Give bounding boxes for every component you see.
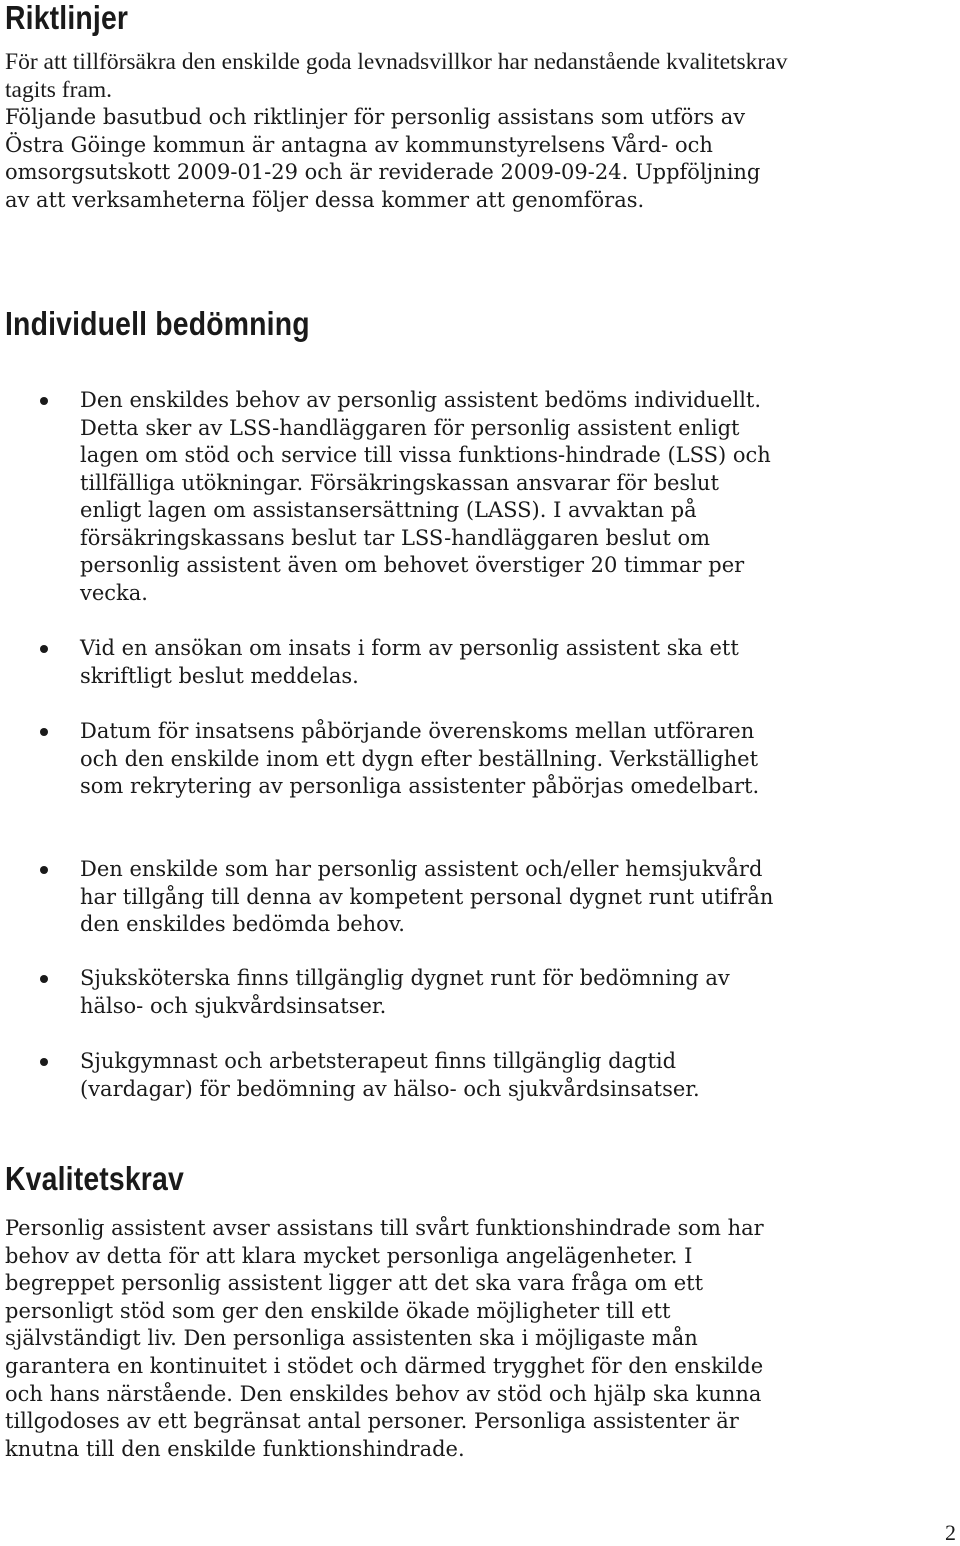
page-number: 2 (945, 1520, 956, 1545)
bullet-dot-icon (40, 975, 48, 983)
bullet-dot-icon (40, 728, 48, 736)
bullet-dot-icon (40, 645, 48, 653)
intro-paragraph-part1: För att tillförsäkra den enskilde goda levnadsvillkor har nedanstående kvalitetskrav tagits fram. (5, 49, 788, 103)
kvalitetskrav-paragraph: Personlig assistent avser assistans till svårt funktionshindrade som har behov av detta för att klara mycket personliga angelägenheter. I begreppet personlig assistent ligger att det ska vara fråga om ett personligt stöd som ger den enskilde ökade möjligheter till ett självständigt liv. Den personliga assistenten ska i möjligaste mån garantera en kontinuitet i stödet och därmed trygghet för den enskilde och hans närstående. Den enskildes behov av stöd och hjälp ska kunna tillgodoses av ett begränsat antal personer. Personliga assistenter är knutna till den enskilde funktionshindrade. (5, 1216, 764, 1461)
list-item-text: Den enskilde som har personlig assistent och/eller hemsjukvård har tillgång till denna av kompetent personal dygnet runt utifrån den enskildes bedömda behov. (80, 857, 774, 936)
list-item-text: Sjukgymnast och arbetsterapeut finns tillgänglig dagtid (vardagar) för bedömning av hälso- och sjukvårdsinsatser. (80, 1049, 700, 1101)
bullet-dot-icon (40, 397, 48, 405)
bullet-dot-icon (40, 866, 48, 874)
heading-kvalitetskrav: Kvalitetskrav (5, 1160, 184, 1197)
heading-individuell-bedomning: Individuell bedömning (5, 305, 310, 342)
list-item-text: Datum för insatsens påbörjande överenskoms mellan utföraren och den enskilde inom ett dygn efter beställning. Verkställighet som rekrytering av personliga assistenter påbörjas omedelbart. (80, 719, 760, 798)
heading-riktlinjer: Riktlinjer (5, 0, 129, 36)
list-item-text: Sjuksköterska finns tillgänglig dygnet runt för bedömning av hälso- och sjukvårdsinsatser. (80, 966, 730, 1018)
intro-paragraph (5, 49, 790, 215)
bullet-dot-icon (40, 1058, 48, 1066)
intro-paragraph-part2: Följande basutbud och riktlinjer för personlig assistans som utförs av Östra Göinge kommun är antagna av kommunstyrelsens Vård- och omsorgsutskott 2009-01-29 och är reviderade 2009-09-24. Uppföljning av att verksamheterna följer dessa kommer att genomföras. (5, 105, 761, 212)
list-item-text: Vid en ansökan om insats i form av personlig assistent ska ett skriftligt beslut meddelas. (80, 636, 739, 688)
list-item-text: Den enskildes behov av personlig assistent bedöms individuellt. Detta sker av LSS-handläggaren för personlig assistent enligt lagen om stöd och service till vissa funktions-hindrade (LSS) och tillfälliga utökningar. Försäkringskassan ansvarar för beslut enligt lagen om assistansersättning (LASS). I avvaktan på försäkringskassans beslut tar LSS-handläggaren beslut om personlig assistent även om behovet överstiger 20 timmar per vecka. (80, 388, 771, 605)
